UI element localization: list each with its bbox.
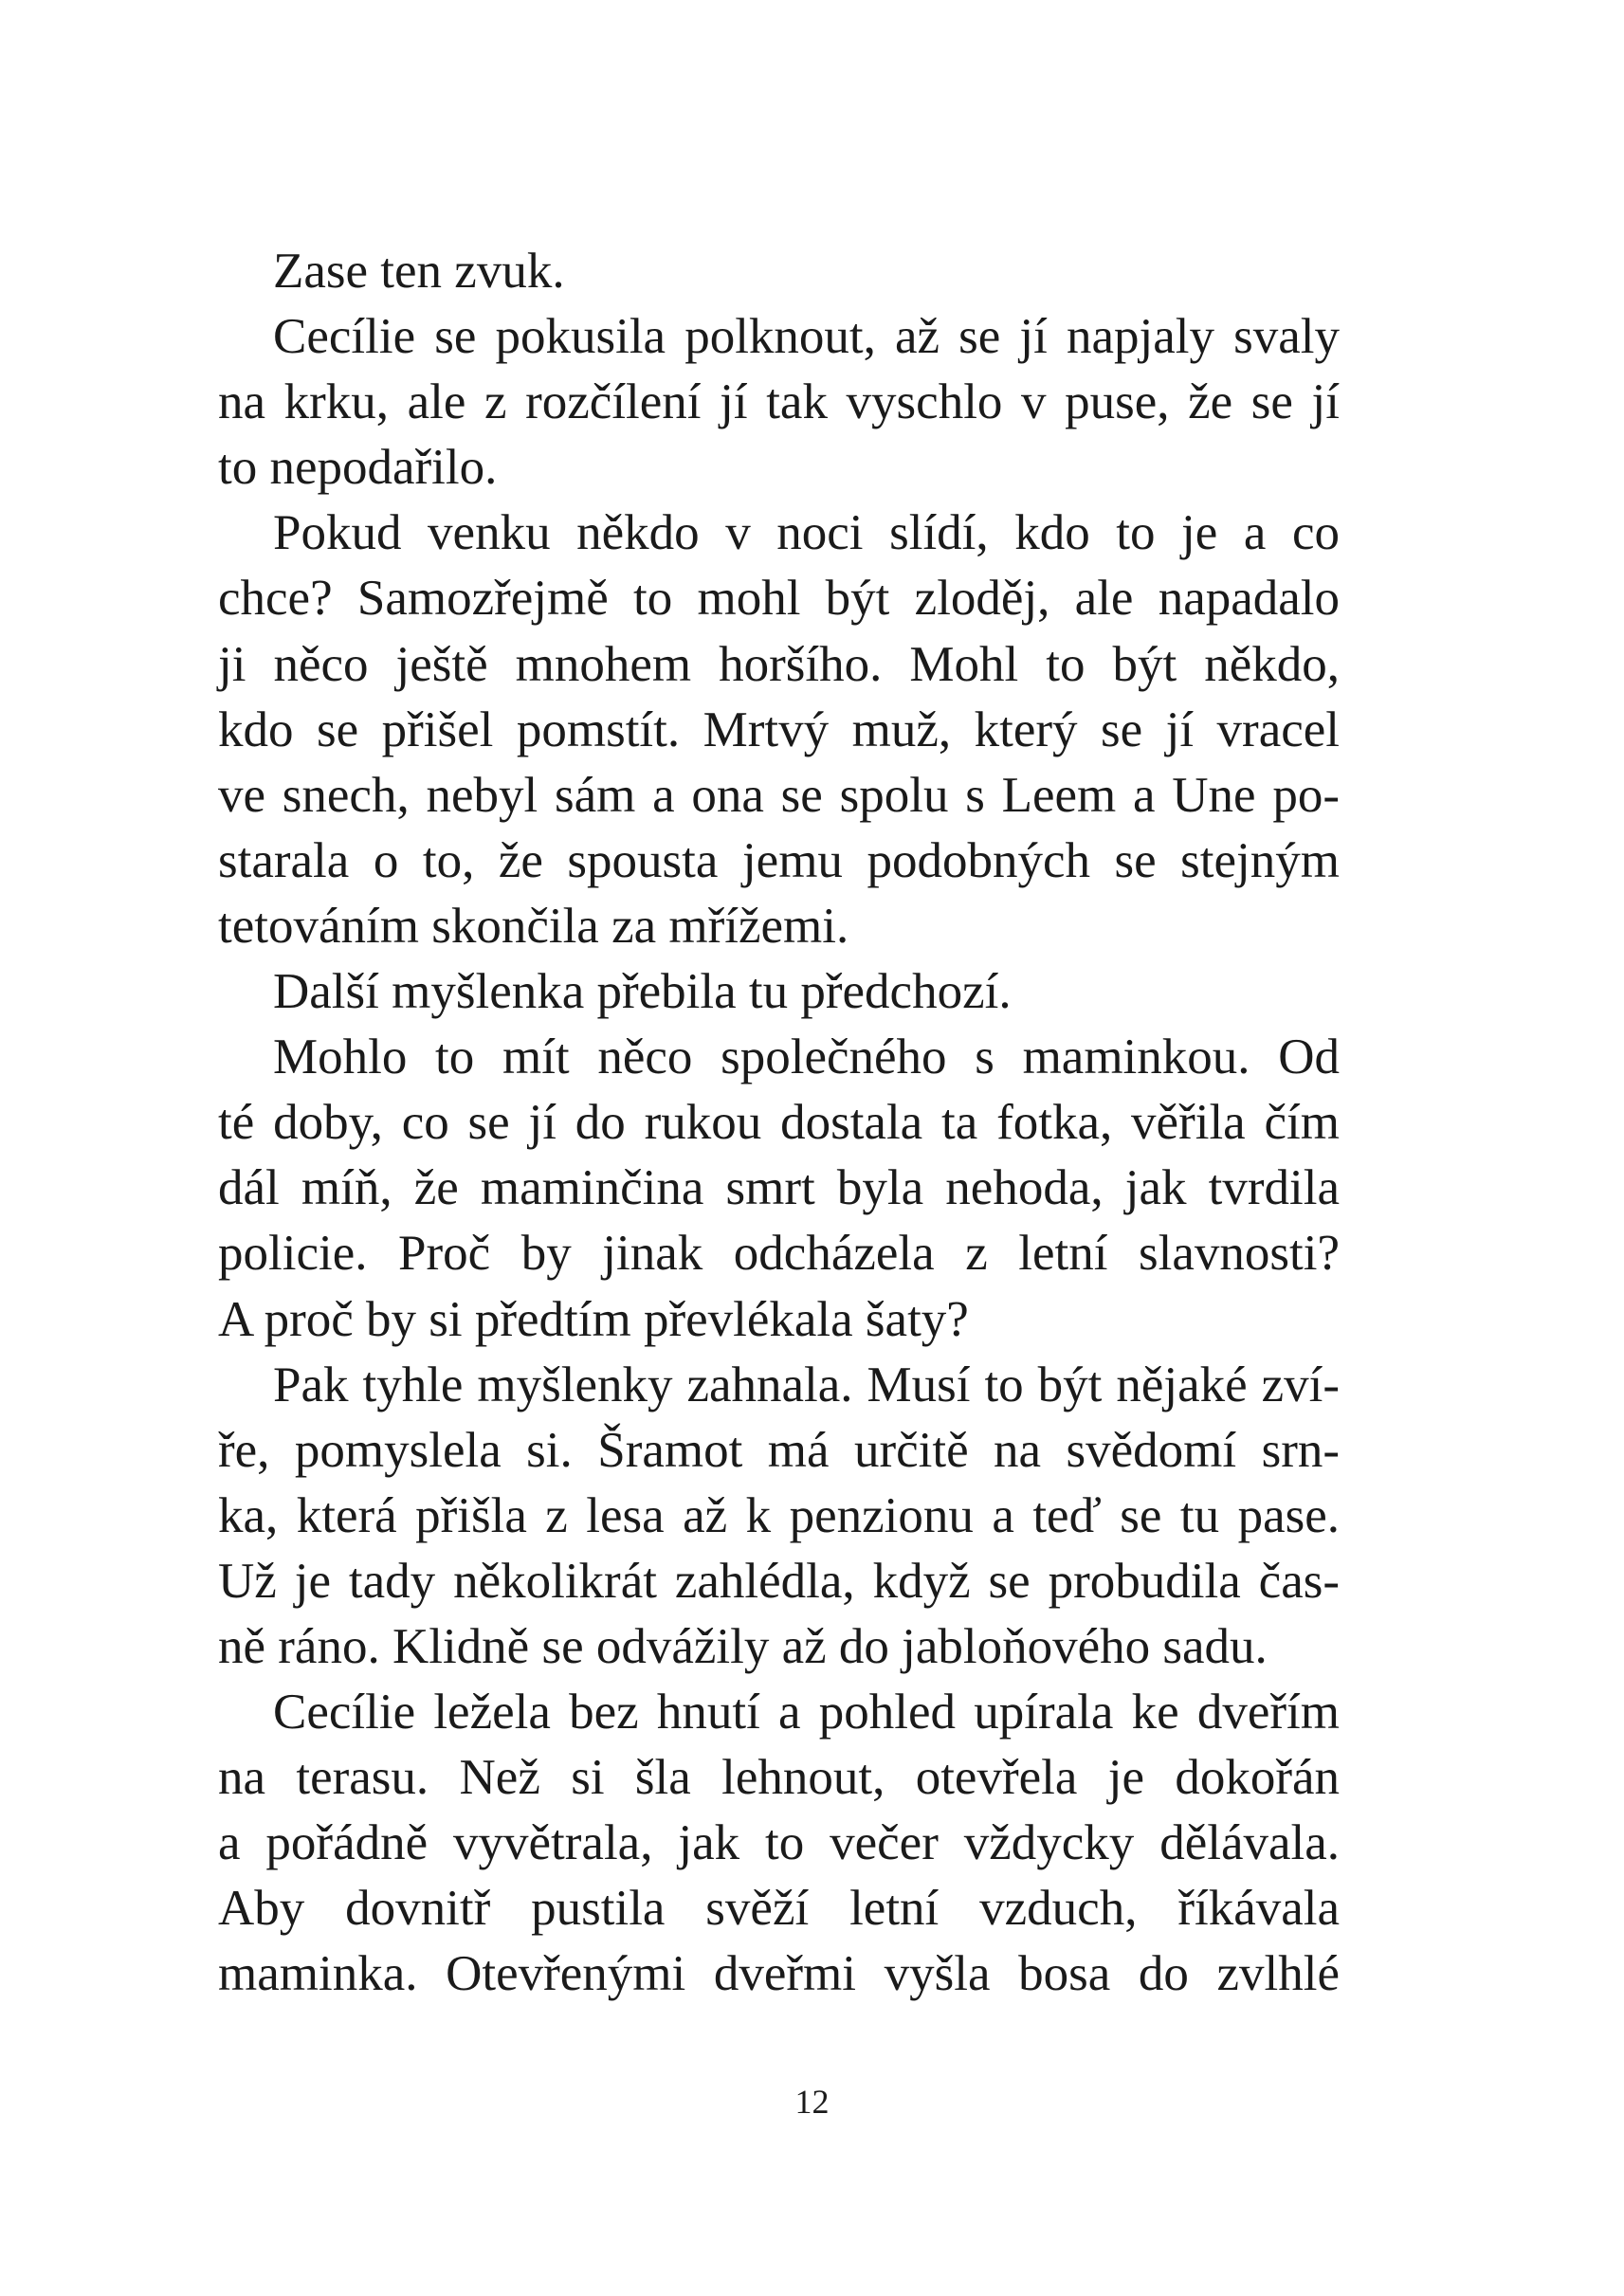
text-line: ve snech, nebyl sám a ona se spolu s Leem a Une po- — [218, 767, 1340, 823]
text-line: Cecílie ležela bez hnutí a pohled upírala ke dveřím — [273, 1685, 1340, 1740]
text-line: chce? Samozřejmě to mohl být zloděj, ale napadalo — [218, 571, 1340, 627]
text-line: ji něco ještě mnohem horšího. Mohl to být někdo, — [218, 636, 1340, 692]
text-line: ka, která přišla z lesa až k penzionu a teď se tu pase. — [218, 1487, 1340, 1543]
text-line: Další myšlenka přebila tu předchozí. — [273, 964, 1012, 1020]
text-line: Pak tyhle myšlenky zahnala. Musí to být nějaké zví- — [273, 1357, 1340, 1412]
text-line: na krku, ale z rozčílení jí tak vyschlo v puse, že se jí — [218, 374, 1340, 430]
text-line: dál míň, že maminčina smrt byla nehoda, jak tvrdila — [218, 1160, 1340, 1216]
text-line: to nepodařilo. — [218, 440, 498, 496]
text-line: Pokud venku někdo v noci slídí, kdo to je a co — [273, 505, 1340, 561]
text-line: na terasu. Než si šla lehnout, otevřela je dokořán — [218, 1750, 1340, 1806]
text-line: Aby dovnitř pustila svěží letní vzduch, říkávala — [218, 1881, 1340, 1937]
text-line: policie. Proč by jinak odcházela z letní slavnosti? — [218, 1226, 1340, 1282]
page-number: 12 — [794, 2083, 830, 2121]
text-line: maminka. Otevřenými dveřmi vyšla bosa do zvlhlé — [218, 1946, 1340, 2002]
text-line: ře, pomyslela si. Šramot má určitě na svědomí srn- — [218, 1422, 1340, 1478]
text-line: tetováním skončila za mřížemi. — [218, 898, 849, 954]
text-line: a pořádně vyvětrala, jak to večer vždycky dělávala. — [218, 1815, 1340, 1871]
text-line: Mohlo to mít něco společného s maminkou. Od — [273, 1030, 1340, 1085]
text-line: A proč by si předtím převlékala šaty? — [218, 1291, 969, 1347]
text-line: té doby, co se jí do rukou dostala ta fotka, věřila čím — [218, 1095, 1340, 1151]
text-line: Už je tady několikrát zahlédla, když se probudila čas- — [218, 1553, 1340, 1609]
text-line: Zase ten zvuk. — [273, 244, 565, 299]
text-line: starala o to, že spousta jemu podobných se stejným — [218, 832, 1340, 888]
text-line: ně ráno. Klidně se odvážily až do jabloňového sadu. — [218, 1618, 1268, 1674]
text-line: kdo se přišel pomstít. Mrtvý muž, který se jí vracel — [218, 702, 1340, 757]
body-text — [218, 239, 1340, 2008]
text-line: Cecílie se pokusila polknout, až se jí napjaly svaly — [273, 309, 1340, 365]
